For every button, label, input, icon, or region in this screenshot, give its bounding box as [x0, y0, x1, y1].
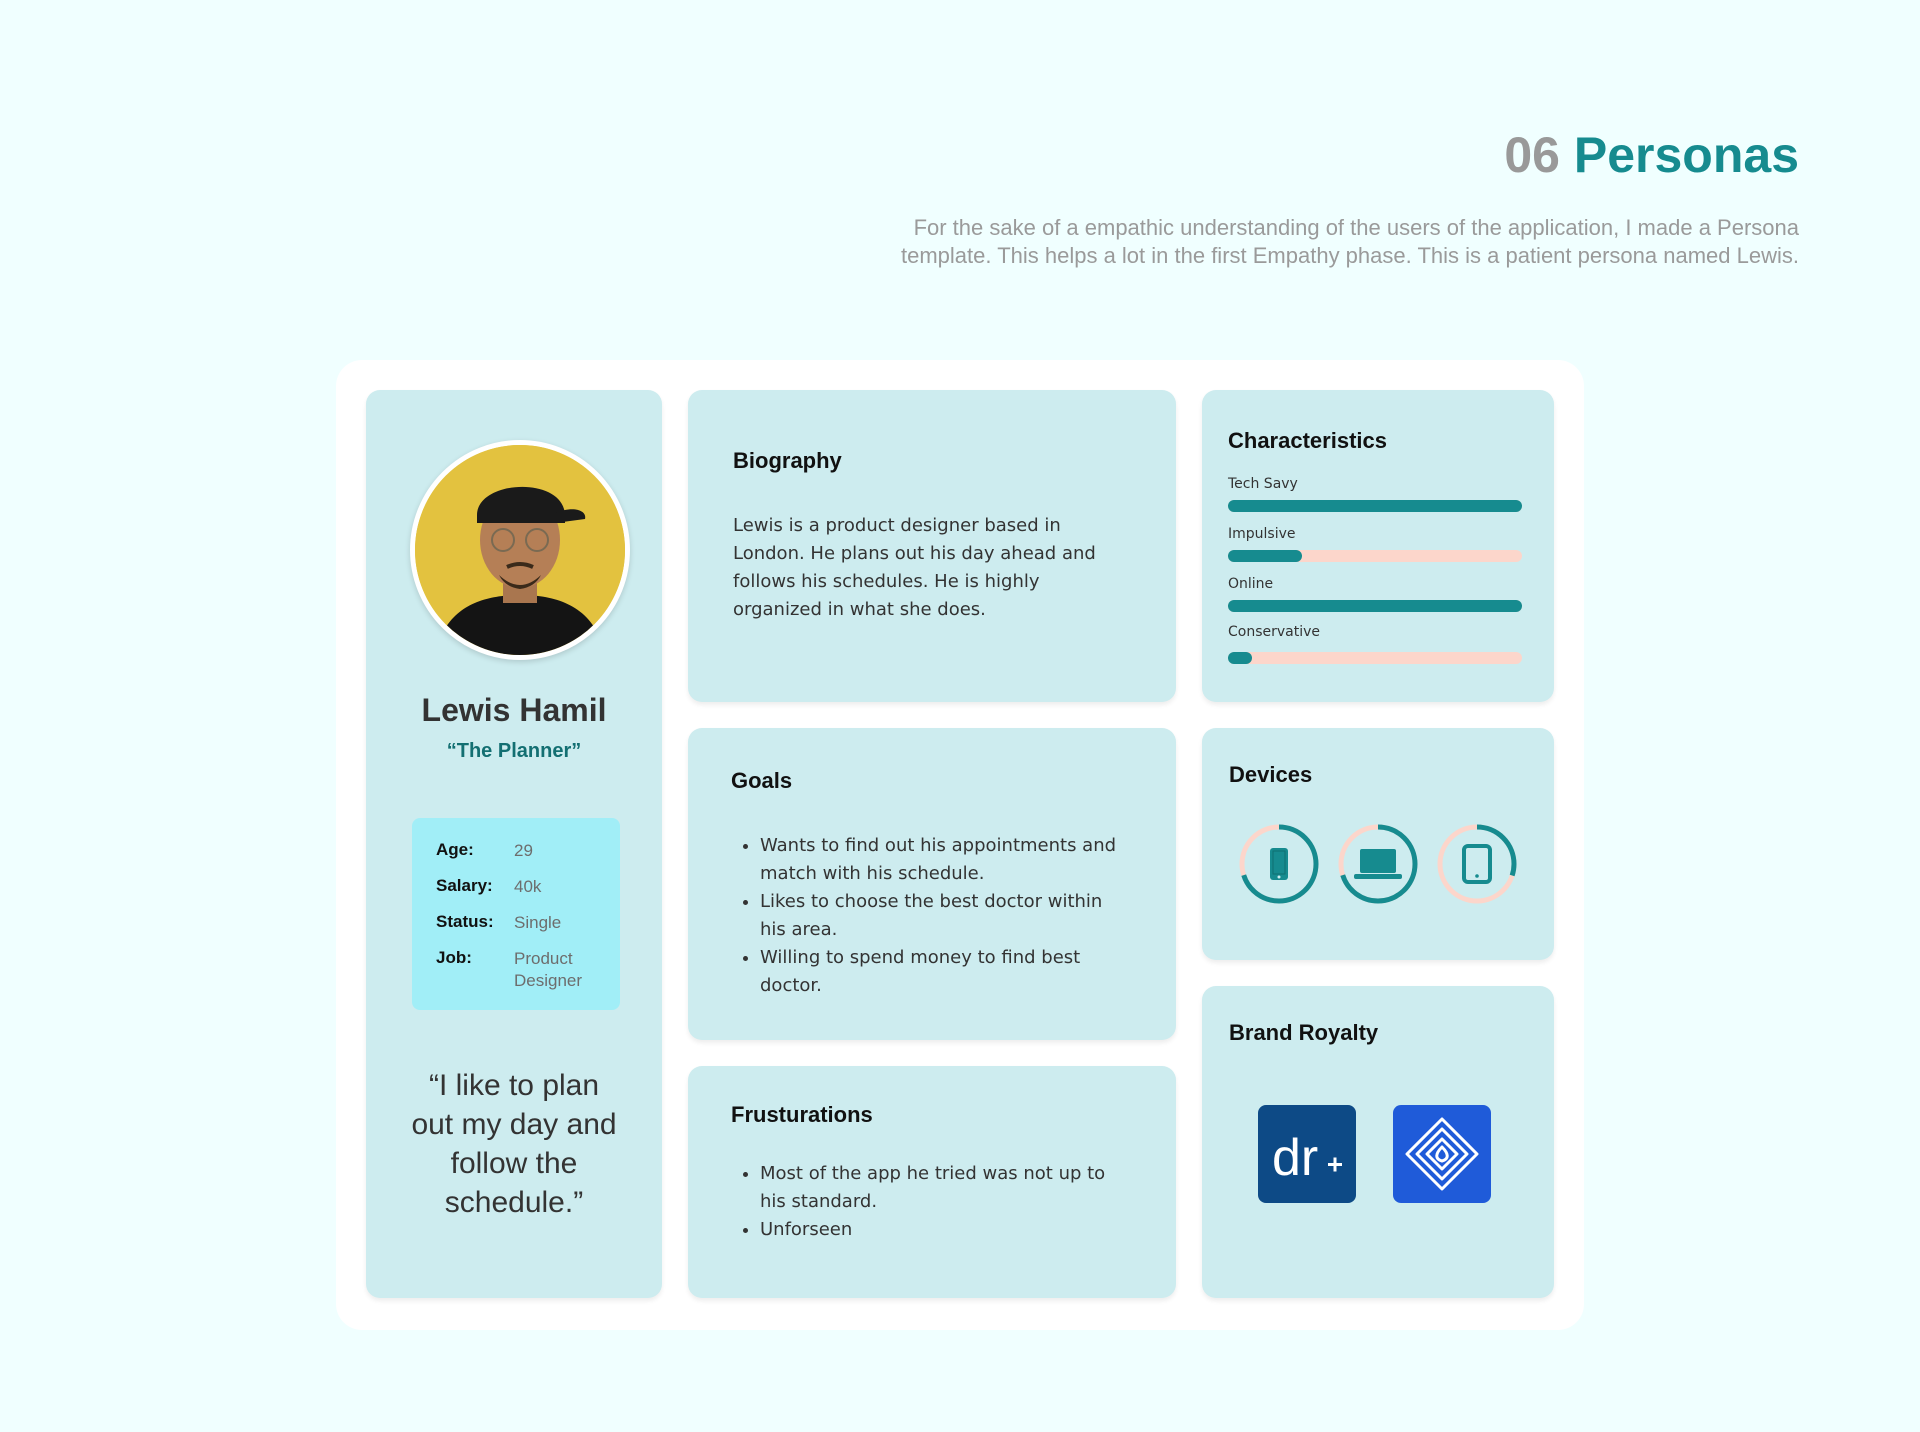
info-row-job: Job: Product Designer [436, 948, 583, 990]
persona-quote: “I like to plan out my day and follow the schedule.” [411, 1069, 617, 1219]
trait-bar-tech-savy [1228, 500, 1522, 512]
trait-label-tech-savy: Tech Savy [1228, 476, 1298, 492]
frustration-item: • Most of the app he tried was not up to his standard. [760, 1160, 1130, 1216]
info-row-status: Status: Single [436, 912, 562, 932]
goal-item: • Likes to choose the best doctor within his area. [760, 888, 1130, 944]
goals-list [730, 832, 1130, 1000]
info-row-age: Age: 29 [436, 840, 533, 860]
frustrations-list [730, 1160, 1130, 1244]
trait-label-conservative: Conservative [1228, 624, 1321, 640]
characteristics-card [1202, 390, 1554, 702]
avatar-portrait-icon [415, 445, 625, 655]
section-number: 06 [1504, 127, 1560, 183]
brand-loyalty-heading: Brand Royalty [1229, 1020, 1379, 1045]
trait-label-impulsive: Impulsive [1228, 526, 1296, 542]
profile-card [366, 390, 662, 1298]
info-row-salary: Salary: 40k [436, 876, 542, 896]
devices-card [1202, 728, 1554, 960]
persona-board [336, 360, 1584, 1330]
spiral-drop-logo [1393, 1105, 1491, 1203]
frustrations-heading: Frusturations [731, 1102, 873, 1127]
biography-card [688, 390, 1176, 702]
laptop-icon [1338, 824, 1418, 904]
smartphone-icon [1239, 824, 1319, 904]
biography-heading: Biography [733, 448, 842, 473]
persona-nickname: “The Planner” [446, 740, 582, 762]
persona-name: Lewis Hamil [421, 692, 607, 728]
trait-bar-conservative [1228, 652, 1522, 664]
page-header [839, 127, 1799, 270]
goal-item: • Wants to find out his appointments and match with his schedule. [760, 832, 1130, 888]
page-title [839, 127, 1799, 183]
page-description: For the sake of a empathic understanding of the users of the application, I made a Persona template. This helps a lot in the first Empathy phase. This is a patient persona named Lewis. [900, 215, 1799, 268]
trait-fill [1228, 500, 1522, 512]
trait-fill [1228, 550, 1302, 562]
persona-info-box [412, 818, 620, 1010]
goal-item: • Willing to spend money to find best doctor. [760, 944, 1130, 1000]
dr-plus-logo [1258, 1105, 1356, 1203]
tablet-icon [1437, 824, 1517, 904]
trait-fill [1228, 600, 1522, 612]
frustrations-card [688, 1066, 1176, 1298]
trait-bar-impulsive [1228, 550, 1522, 562]
brand-loyalty-card [1202, 986, 1554, 1298]
characteristics-heading: Characteristics [1228, 428, 1387, 453]
biography-text: Lewis is a product designer based in London. He plans out his day ahead and follows his schedules. He is highly organized in what she does. [733, 515, 1096, 620]
frustration-item: • Unforseen [760, 1216, 1130, 1244]
section-title: Personas [1573, 127, 1799, 183]
avatar [410, 440, 630, 660]
goals-card [688, 728, 1176, 1040]
goals-heading: Goals [731, 768, 793, 793]
trait-label-online: Online [1228, 576, 1274, 592]
dr-logo-text: dr [1272, 1129, 1319, 1187]
trait-bar-online [1228, 600, 1522, 612]
trait-fill [1228, 652, 1252, 664]
devices-heading: Devices [1229, 762, 1313, 787]
